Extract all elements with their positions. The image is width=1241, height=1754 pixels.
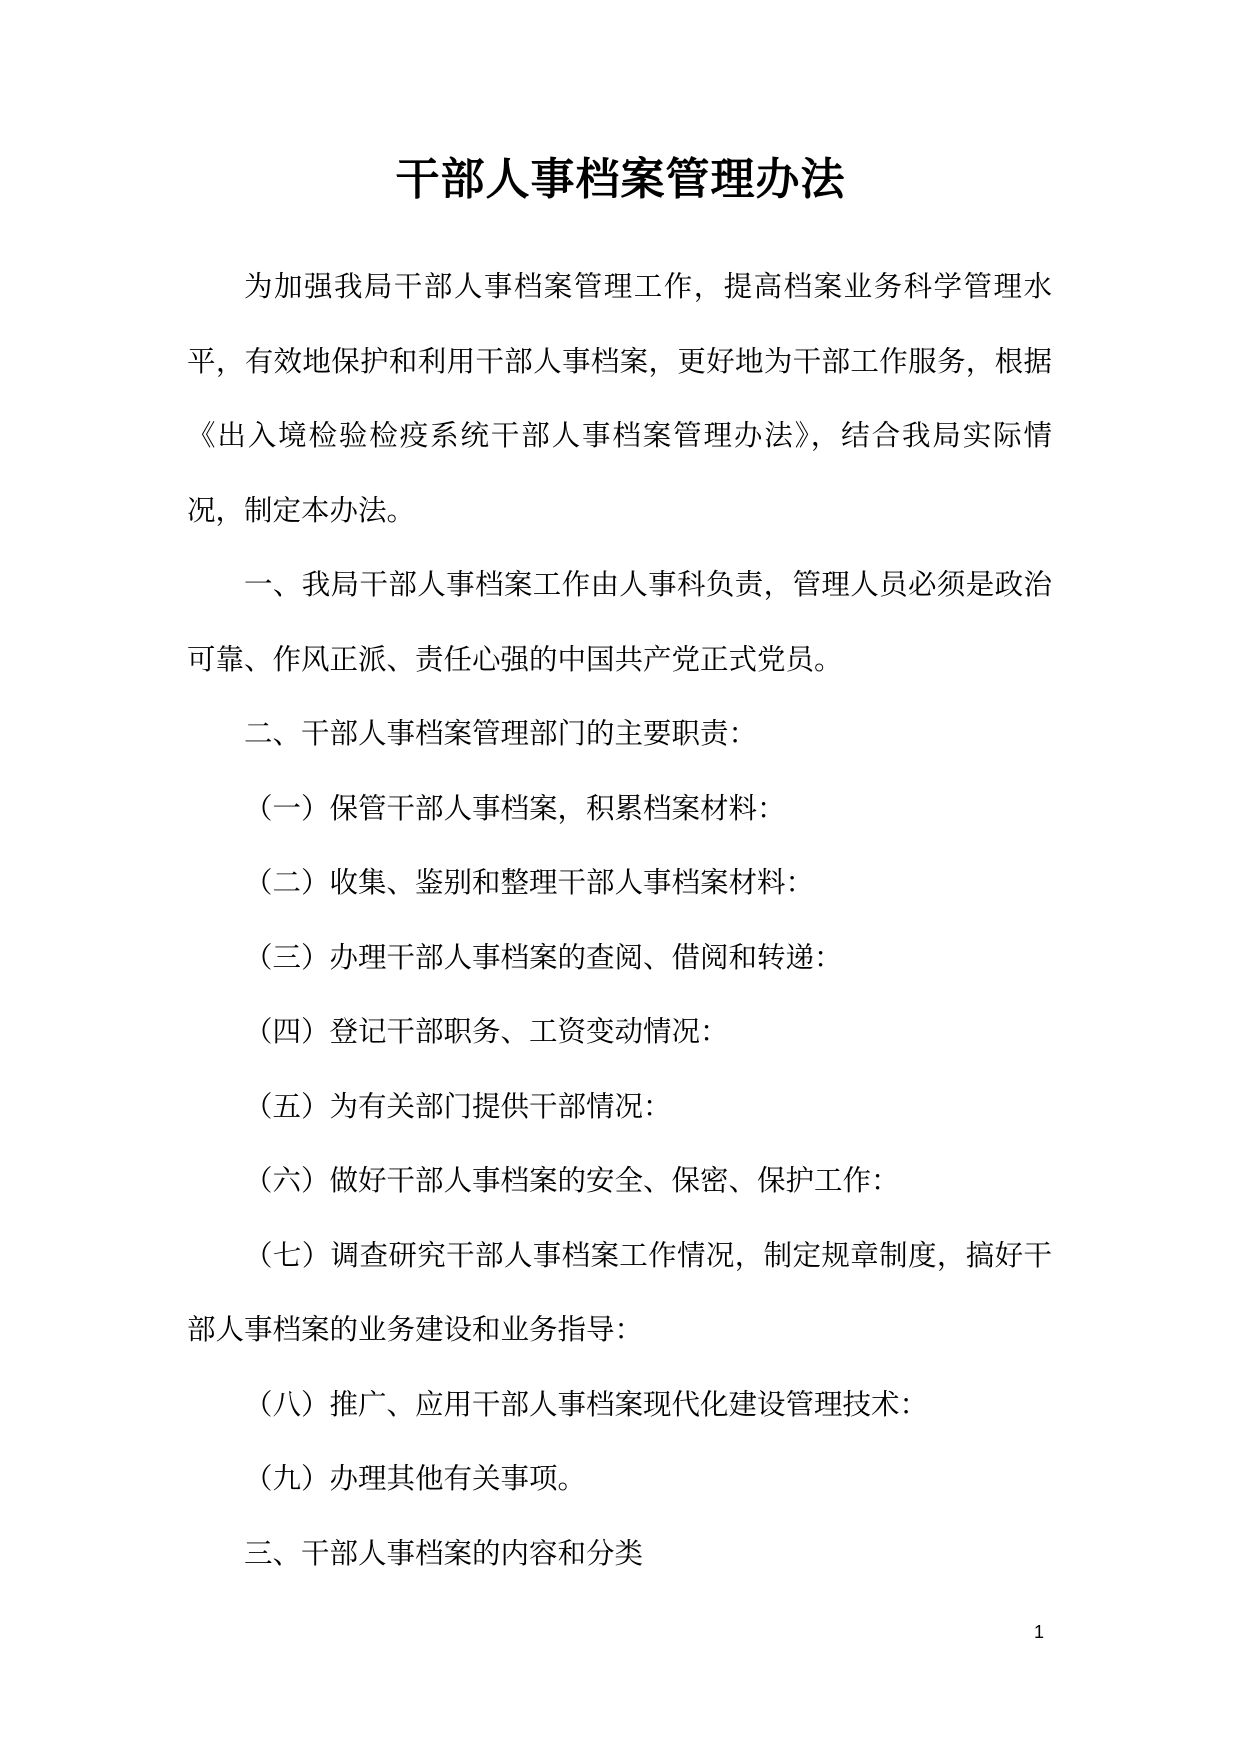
paragraph-section-1: 一、我局干部人事档案工作由人事科负责，管理人员必须是政治可靠、作风正派、责任心强的中国共产党正式党员。	[187, 568, 1052, 676]
document-body	[187, 250, 1052, 1591]
paragraph-intro: 为加强我局干部人事档案管理工作，提高档案业务科学管理水平，有效地保护和利用干部人事档案，更好地为干部工作服务，根据《出入境检验检疫系统干部人事档案管理办法》，结合我局实际情况，制定本办法。	[187, 270, 1052, 527]
list-item-duty-9: （九）办理其他有关事项。	[244, 1462, 587, 1495]
list-item-duty-7: （七）调查研究干部人事档案工作情况，制定规章制度，搞好干部人事档案的业务建设和业务指导：	[187, 1238, 1052, 1346]
list-item-duty-5: （五）为有关部门提供干部情况：	[244, 1089, 672, 1123]
document-title: 干部人事档案管理办法	[395, 154, 846, 205]
list-item-duty-1: （一）保管干部人事档案，积累档案材料：	[244, 791, 786, 825]
list-item-duty-2: （二）收集、鉴别和整理干部人事档案材料：	[244, 866, 815, 899]
list-item-duty-4: （四）登记干部职务、工资变动情况：	[244, 1015, 729, 1048]
paragraph-section-3: 三、干部人事档案的内容和分类	[244, 1536, 644, 1570]
list-item-duty-3: （三）办理干部人事档案的查阅、借阅和转递：	[244, 940, 843, 974]
list-item-duty-6: （六）做好干部人事档案的安全、保密、保护工作：	[244, 1164, 900, 1197]
paragraph-section-2: 二、干部人事档案管理部门的主要职责：	[244, 717, 758, 750]
page-number: 1	[1034, 1622, 1045, 1642]
list-item-duty-8: （八）推广、应用干部人事档案现代化建设管理技术：	[244, 1387, 929, 1421]
